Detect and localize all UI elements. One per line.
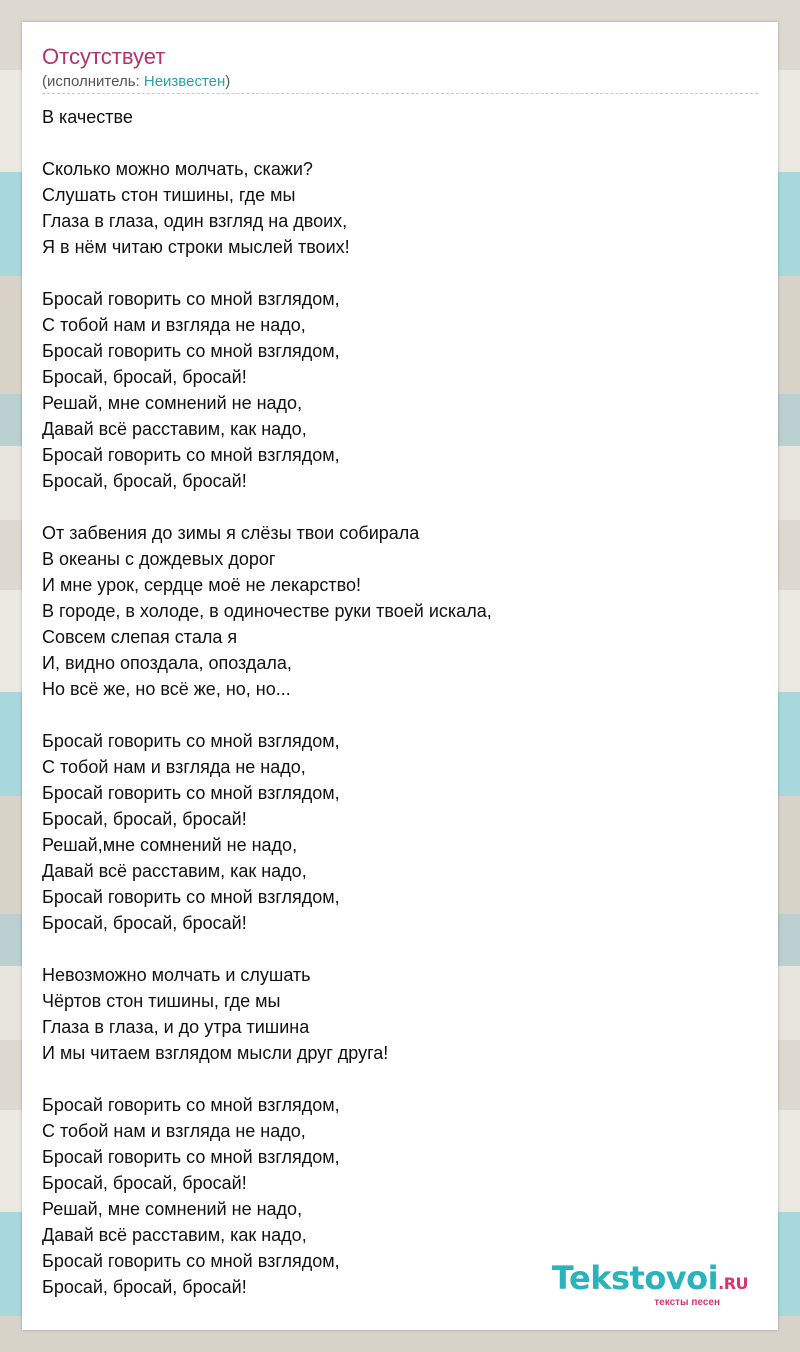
lyrics-line: Бросай говорить со мной взглядом,: [42, 1095, 340, 1115]
lyrics-line: Давай всё расставим, как надо,: [42, 419, 307, 439]
artist-line: [42, 73, 230, 90]
lyrics-line: Бросай говорить со мной взглядом,: [42, 341, 340, 361]
song-title: Отсутствует: [42, 44, 166, 69]
lyrics-line: Бросай, бросай, бросай!: [42, 809, 247, 829]
lyrics-line: Бросай говорить со мной взглядом,: [42, 731, 340, 751]
lyrics-line: И мне урок, сердце моё не лекарство!: [42, 575, 361, 595]
lyrics-line: Бросай говорить со мной взглядом,: [42, 783, 340, 803]
lyrics-line: Бросай говорить со мной взглядом,: [42, 1147, 340, 1167]
lyrics-line: Бросай говорить со мной взглядом,: [42, 445, 340, 465]
artist-prefix: (исполнитель:: [42, 73, 144, 90]
logo-name: Tekstovoi: [551, 1259, 719, 1297]
lyrics-line: Бросай говорить со мной взглядом,: [42, 887, 340, 907]
artist-suffix: ): [225, 73, 231, 90]
lyrics-line: Но всё же, но всё же, но, но...: [42, 679, 291, 699]
lyrics-line: Бросай говорить со мной взглядом,: [42, 289, 340, 309]
lyrics-blank-line: [42, 494, 758, 520]
lyrics-line: Глаза в глаза, один взгляд на двоих,: [42, 211, 348, 231]
lyrics-line: Сколько можно молчать, скажи?: [42, 159, 313, 179]
lyrics-line: От забвения до зимы я слёзы твои собирала: [42, 523, 420, 543]
lyrics-line: В качестве: [42, 107, 133, 127]
lyrics-blank-line: [42, 1066, 758, 1092]
lyrics-line: С тобой нам и взгляда не надо,: [42, 757, 306, 777]
lyrics-blank-line: [42, 260, 758, 286]
lyrics-line: Бросай, бросай, бросай!: [42, 913, 247, 933]
lyrics-line: Давай всё расставим, как надо,: [42, 861, 307, 881]
lyrics-line: С тобой нам и взгляда не надо,: [42, 1121, 306, 1141]
lyrics-line: И, видно опоздала, опоздала,: [42, 653, 292, 673]
logo-wordmark: [552, 1261, 748, 1301]
lyrics-text: [42, 104, 758, 1300]
lyrics-blank-line: [42, 936, 758, 962]
lyrics-card: [22, 22, 778, 1330]
lyrics-line: Бросай, бросай, бросай!: [42, 471, 247, 491]
logo-tagline: тексты песен: [654, 1297, 720, 1308]
title-divider: [42, 93, 758, 94]
lyrics-line: И мы читаем взглядом мысли друг друга!: [42, 1043, 389, 1063]
lyrics-line: Бросай, бросай, бросай!: [42, 1277, 247, 1297]
artist-link[interactable]: Неизвестен: [143, 73, 226, 90]
logo-tld: .RU: [718, 1274, 748, 1293]
lyrics-line: Невозможно молчать и слушать: [42, 965, 311, 985]
lyrics-line: Решай, мне сомнений не надо,: [42, 393, 303, 413]
lyrics-line: В океаны с дождевых дорог: [42, 549, 276, 569]
site-logo[interactable]: [552, 1261, 748, 1308]
lyrics-blank-line: [42, 130, 758, 156]
lyrics-line: В городе, в холоде, в одиночестве руки твоей искала,: [42, 601, 492, 621]
lyrics-line: Решай,мне сомнений не надо,: [42, 835, 298, 855]
lyrics-line: Решай, мне сомнений не надо,: [42, 1199, 303, 1219]
lyrics-line: Я в нём читаю строки мыслей твоих!: [42, 237, 350, 257]
lyrics-line: Давай всё расставим, как надо,: [42, 1225, 307, 1245]
lyrics-blank-line: [42, 702, 758, 728]
lyrics-line: С тобой нам и взгляда не надо,: [42, 315, 306, 335]
lyrics-line: Бросай, бросай, бросай!: [42, 367, 247, 387]
lyrics-line: Чёртов стон тишины, где мы: [42, 991, 281, 1011]
lyrics-line: Глаза в глаза, и до утра тишина: [42, 1017, 310, 1037]
lyrics-line: Слушать стон тишины, где мы: [42, 185, 296, 205]
lyrics-line: Бросай говорить со мной взглядом,: [42, 1251, 340, 1271]
lyrics-line: Бросай, бросай, бросай!: [42, 1173, 247, 1193]
lyrics-line: Совсем слепая стала я: [42, 627, 238, 647]
